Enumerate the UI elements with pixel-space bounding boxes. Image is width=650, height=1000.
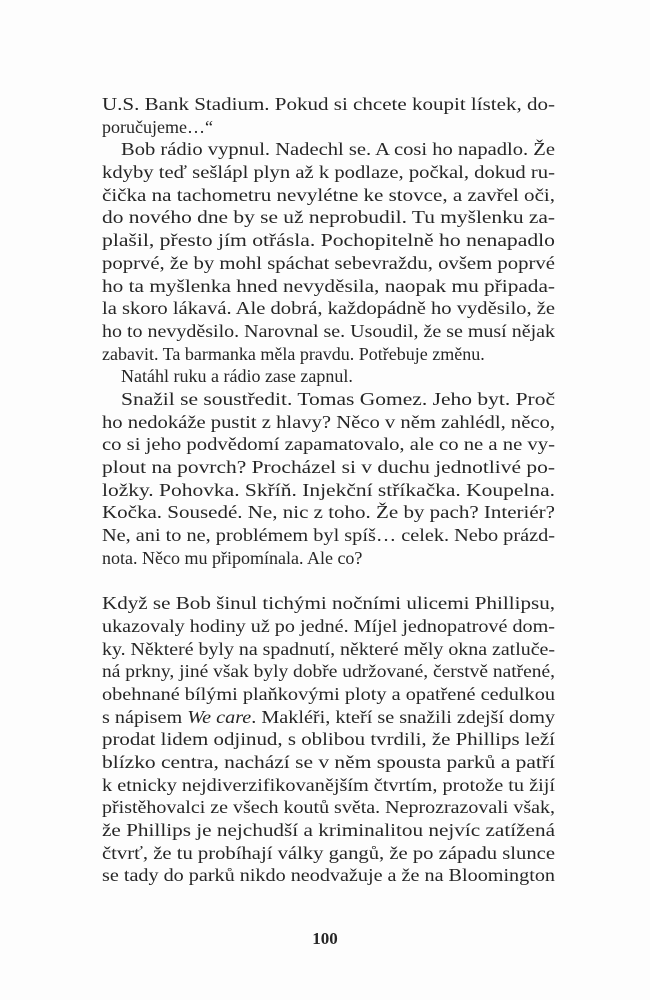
text-line: U.S. Bank Stadium. Pokud si chcete koupit lístek, do- bbox=[102, 94, 555, 114]
text-line: přistěhovalci ze všech koutů světa. Neprozrazovali však, bbox=[102, 797, 555, 818]
text-line: zabavit. Ta barmanka měla pravdu. Potřebuje změnu. bbox=[102, 343, 485, 364]
text-line: Kočka. Sousedé. Ne, nic z toho. Že by pach? Interiér? bbox=[102, 502, 555, 523]
text-line: kdyby teď sešlápl plyn až k podlaze, počkal, dokud ru- bbox=[102, 162, 555, 183]
paragraph bbox=[102, 365, 555, 388]
text-line: co si jeho podvědomí zapamatovalo, ale co ne a ne vy- bbox=[102, 434, 555, 455]
text-line: ho ta myšlenka hned nevyděsila, naopak mu připada- bbox=[102, 275, 555, 296]
text-line: ná prkny, jiné však byly dobře udržované, čerstvě natřené, bbox=[102, 661, 555, 682]
text-line: la skoro lákavá. Ale dobrá, každopádně ho vyděsilo, že bbox=[102, 298, 555, 319]
text-line: prodat lidem odjinud, s oblibou tvrdili, že Phillips leží bbox=[102, 729, 555, 750]
text-line: Snažil se soustředit. Tomas Gomez. Jeho byt. Proč bbox=[121, 388, 555, 409]
text-line: poprvé, že by mohl spáchat sebevraždu, ovšem poprvé bbox=[102, 252, 555, 273]
text-line: se tady do parků nikdo neodvažuje a že na Bloomington bbox=[102, 865, 555, 886]
paragraph bbox=[102, 138, 555, 365]
text-line: ky. Některé byly na spadnutí, některé měly okna zatluče- bbox=[102, 638, 555, 659]
text-line: ho nedokáže pustit z hlavy? Něco v něm zahlédl, něco, bbox=[102, 411, 555, 432]
text-line: Natáhl ruku a rádio zase zapnul. bbox=[121, 366, 353, 387]
text-line: poručujeme…“ bbox=[102, 116, 213, 137]
text-line: Ne, ani to ne, problémem byl spíš… celek. Nebo prázd- bbox=[102, 525, 555, 546]
text-line: čtvrť, že tu probíhají války gangů, že po západu slunce bbox=[102, 842, 555, 863]
text-line: ložky. Pohovka. Skříň. Injekční stříkačka. Koupelna. bbox=[102, 479, 555, 500]
text-line: ukazovaly hodiny už po jedné. Míjel jednopatrové dom- bbox=[102, 615, 555, 636]
text-line: Když se Bob šinul tichými nočními ulicemi Phillipsu, bbox=[102, 593, 555, 614]
text-line: nota. Něco mu připomínala. Ale co? bbox=[102, 547, 363, 568]
text-line: obehnané bílými plaňkovými ploty a opatřené cedulkou bbox=[102, 683, 555, 704]
paragraph bbox=[102, 592, 555, 887]
text-line: s nápisem We care. Makléři, kteří se snažili zdejší domy bbox=[102, 706, 556, 727]
text-line: čička na tachometru nevylétne ke stovce, a zavřel oči, bbox=[102, 184, 555, 205]
text-line: že Phillips je nejchudší a kriminalitou nejvíc zatížená bbox=[102, 820, 555, 840]
text-line: ho to nevyděsilo. Narovnal se. Usoudil, že se musí nějak bbox=[102, 320, 555, 341]
text-line: do nového dne by se už neprobudil. Tu myšlenku za- bbox=[102, 207, 555, 228]
paragraph bbox=[102, 93, 555, 138]
text-line: k etnicky nejdiverzifikovanějším čtvrtím, protože tu žijí bbox=[102, 774, 555, 795]
text-line: blízko centra, nachází se v něm spousta parků a patří bbox=[102, 751, 555, 772]
italic-phrase: We care bbox=[187, 706, 252, 727]
text-line: Bob rádio vypnul. Nadechl se. A cosi ho napadlo. Že bbox=[121, 139, 555, 160]
paragraph bbox=[102, 388, 555, 570]
text-line: plout na povrch? Procházel si v duchu jednotlivé po- bbox=[102, 457, 555, 477]
text-block bbox=[102, 93, 555, 887]
page-number: 100 bbox=[312, 929, 338, 948]
text-line: plašil, přesto jím otřásla. Pochopitelně ho nenapadlo bbox=[102, 230, 555, 251]
